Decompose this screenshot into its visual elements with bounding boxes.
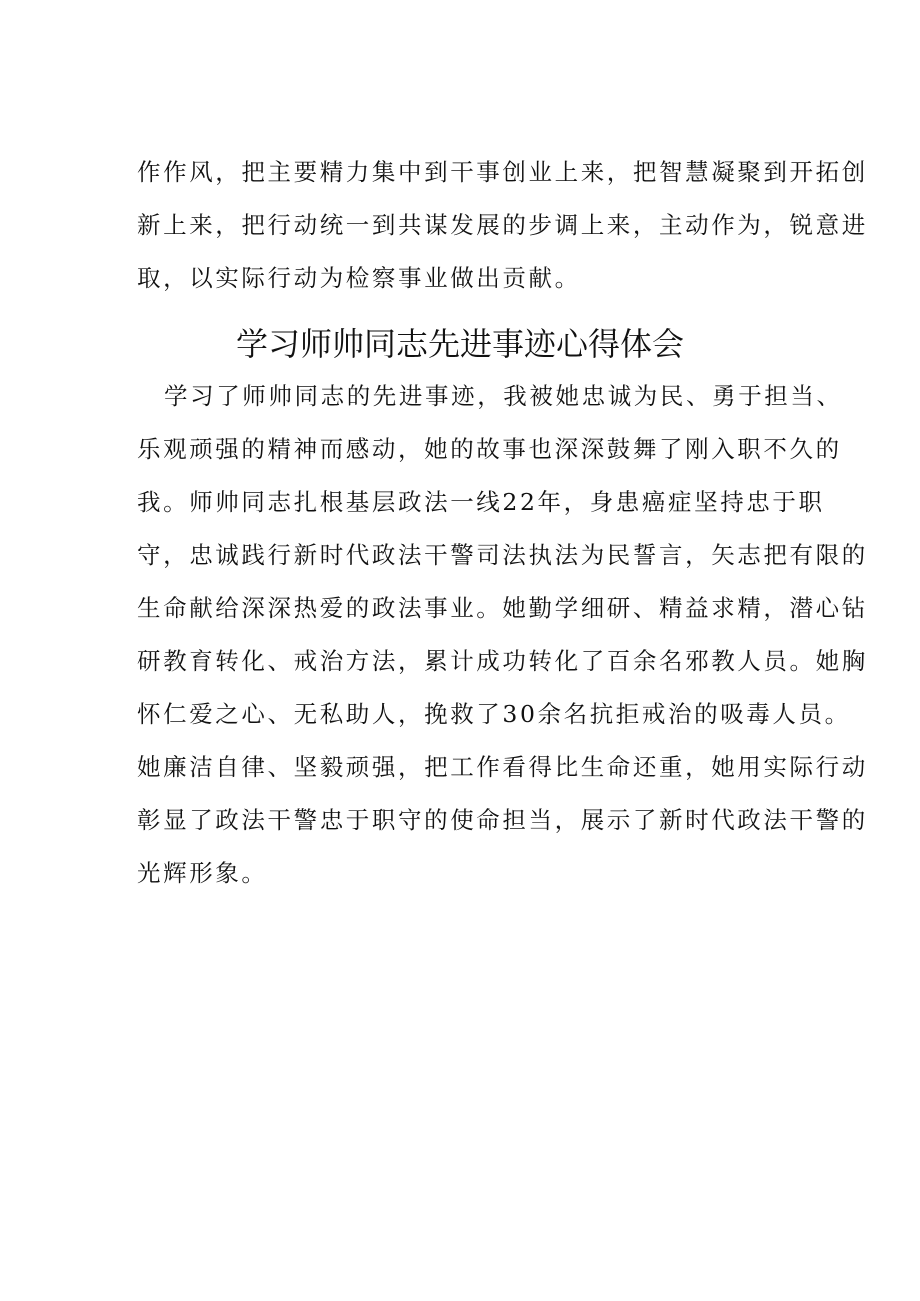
- body-line-2: 乐观顽强的精神而感动，她的故事也深深鼓舞了刚入职不久的: [137, 435, 842, 463]
- body-line-4: 守，忠诚践行新时代政法干警司法执法为民誓言，矢志把有限的: [137, 541, 868, 569]
- body-line-7: 怀仁爱之心、无私助人，挽救了30余名抗拒戒治的吸毒人员。: [137, 700, 851, 728]
- body-paragraph: [137, 370, 868, 900]
- body-line-6: 研教育转化、戒治方法，累计成功转化了百余名邪教人员。她胸: [137, 647, 868, 675]
- body-line-10: 光辉形象。: [137, 859, 268, 887]
- body-line-5: 生命献给深深热爱的政法事业。她勤学细研、精益求精，潜心钻: [137, 594, 868, 622]
- intro-line-3: 取，以实际行动为检察事业做出贡献。: [137, 264, 581, 292]
- body-line-3: 我。师帅同志扎根基层政法一线22年，身患癌症坚持忠于职: [137, 488, 825, 516]
- body-line-8: 她廉洁自律、坚毅顽强，把工作看得比生命还重，她用实际行动: [137, 753, 868, 781]
- document-title: 学习师帅同志先进事迹心得体会: [235, 325, 684, 363]
- intro-line-1: 作作风，把主要精力集中到干事创业上来，把智慧凝聚到开拓创: [137, 158, 868, 186]
- body-line-1: 学习了师帅同志的先进事迹，我被她忠诚为民、勇于担当、: [164, 382, 843, 410]
- intro-line-2: 新上来，把行动统一到共谋发展的步调上来，主动作为，锐意进: [137, 211, 868, 239]
- body-line-9: 彰显了政法干警忠于职守的使命担当，展示了新时代政法干警的: [137, 806, 868, 834]
- intro-paragraph: [137, 146, 868, 305]
